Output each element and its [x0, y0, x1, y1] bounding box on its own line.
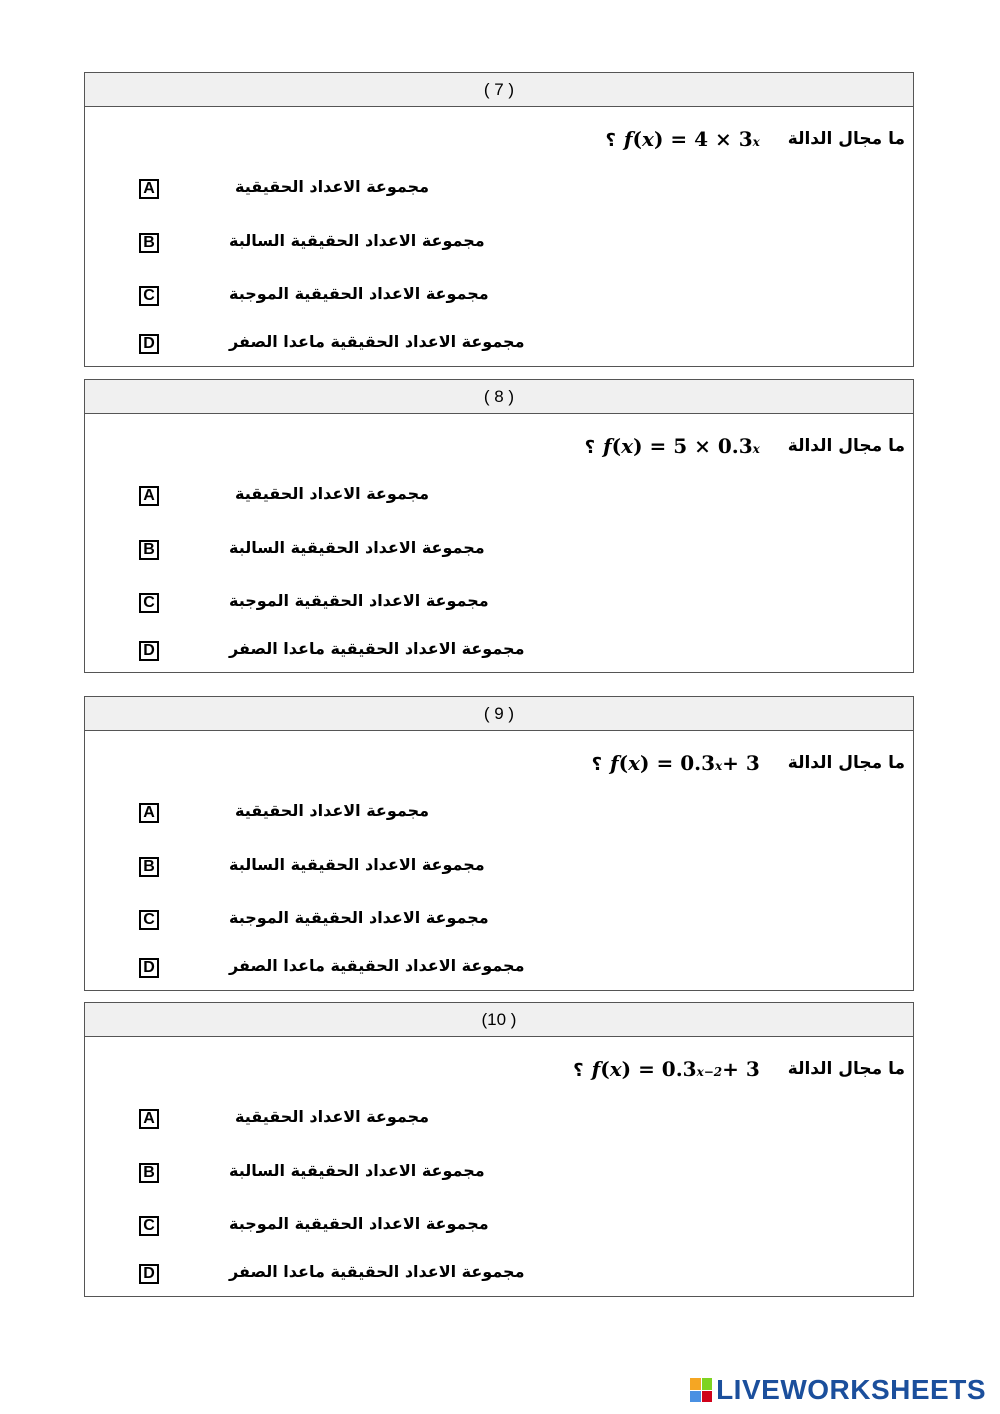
option-text: مجموعة الاعداد الحقيقية الموجبة — [229, 284, 489, 303]
option-text: مجموعة الاعداد الحقيقية — [235, 1107, 430, 1126]
option-c[interactable] — [139, 591, 159, 615]
question-number: (10 ) — [85, 1003, 913, 1037]
question-number: ( 8 ) — [85, 380, 913, 414]
option-c[interactable] — [139, 908, 159, 932]
option-letter[interactable]: A — [139, 179, 159, 199]
logo-square — [702, 1391, 713, 1403]
option-letter[interactable]: A — [139, 1109, 159, 1129]
liveworksheets-brand — [690, 1374, 986, 1406]
question-text — [605, 127, 905, 151]
option-text: مجموعة الاعداد الحقيقية ماعدا الصفر — [229, 639, 525, 658]
question-card — [84, 696, 914, 991]
option-letter[interactable]: D — [139, 334, 159, 354]
option-a[interactable] — [139, 801, 159, 825]
question-card — [84, 379, 914, 673]
option-b[interactable] — [139, 538, 159, 562]
formula: ؟ f ( x ) = 5 × 0.3 x — [584, 434, 760, 458]
question-number: ( 7 ) — [85, 73, 913, 107]
option-letter[interactable]: A — [139, 803, 159, 823]
option-letter[interactable]: D — [139, 1264, 159, 1284]
option-text: مجموعة الاعداد الحقيقية السالبة — [229, 855, 485, 874]
question-text — [573, 1057, 905, 1081]
question-prompt: ما مجال الدالة — [787, 436, 905, 456]
option-d[interactable] — [139, 639, 159, 663]
option-text: مجموعة الاعداد الحقيقية السالبة — [229, 538, 485, 557]
formula: ؟ f ( x ) = 4 × 3 x — [605, 127, 760, 151]
option-text: مجموعة الاعداد الحقيقية ماعدا الصفر — [229, 332, 525, 351]
question-mark: ؟ — [591, 754, 603, 775]
option-text: مجموعة الاعداد الحقيقية السالبة — [229, 1161, 485, 1180]
question-card — [84, 72, 914, 367]
option-letter[interactable]: B — [139, 1163, 159, 1183]
option-a[interactable] — [139, 1107, 159, 1131]
question-text — [592, 751, 905, 775]
formula: ؟ f ( x ) = 0.3 x + 3 — [591, 751, 760, 775]
option-b[interactable] — [139, 1161, 159, 1185]
option-text: مجموعة الاعداد الحقيقية — [235, 484, 430, 503]
option-letter[interactable]: C — [139, 1216, 159, 1236]
option-a[interactable] — [139, 177, 159, 201]
option-c[interactable] — [139, 284, 159, 308]
option-letter[interactable]: B — [139, 540, 159, 560]
option-letter[interactable]: A — [139, 486, 159, 506]
liveworksheets-logo-icon — [690, 1378, 712, 1402]
option-letter[interactable]: C — [139, 593, 159, 613]
option-a[interactable] — [139, 484, 159, 508]
question-prompt: ما مجال الدالة — [787, 1059, 905, 1079]
logo-square — [690, 1391, 701, 1403]
option-text: مجموعة الاعداد الحقيقية — [235, 177, 430, 196]
question-prompt: ما مجال الدالة — [787, 129, 905, 149]
option-text: مجموعة الاعداد الحقيقية السالبة — [229, 231, 485, 250]
option-b[interactable] — [139, 855, 159, 879]
question-number: ( 9 ) — [85, 697, 913, 731]
question-mark: ؟ — [573, 1060, 584, 1081]
question-prompt: ما مجال الدالة — [787, 753, 905, 773]
option-b[interactable] — [139, 231, 159, 255]
option-text: مجموعة الاعداد الحقيقية ماعدا الصفر — [229, 1262, 525, 1281]
option-letter[interactable]: C — [139, 286, 159, 306]
option-letter[interactable]: D — [139, 641, 159, 661]
formula: ؟ f ( x ) = 0.3 x−2 + 3 — [573, 1057, 760, 1081]
option-letter[interactable]: D — [139, 958, 159, 978]
logo-square — [690, 1378, 701, 1390]
option-letter[interactable]: B — [139, 233, 159, 253]
question-mark: ؟ — [605, 130, 616, 151]
option-d[interactable] — [139, 1262, 159, 1286]
option-c[interactable] — [139, 1214, 159, 1238]
logo-square — [702, 1378, 713, 1390]
option-letter[interactable]: C — [139, 910, 159, 930]
option-letter[interactable]: B — [139, 857, 159, 877]
option-text: مجموعة الاعداد الحقيقية الموجبة — [229, 591, 489, 610]
question-card — [84, 1002, 914, 1297]
option-text: مجموعة الاعداد الحقيقية الموجبة — [229, 1214, 489, 1233]
brand-name: LIVEWORKSHEETS — [716, 1374, 986, 1405]
option-d[interactable] — [139, 956, 159, 980]
option-d[interactable] — [139, 332, 159, 356]
option-text: مجموعة الاعداد الحقيقية الموجبة — [229, 908, 489, 927]
option-text: مجموعة الاعداد الحقيقية — [235, 801, 430, 820]
question-text — [585, 434, 905, 458]
question-mark: ؟ — [584, 437, 596, 458]
option-text: مجموعة الاعداد الحقيقية ماعدا الصفر — [229, 956, 525, 975]
